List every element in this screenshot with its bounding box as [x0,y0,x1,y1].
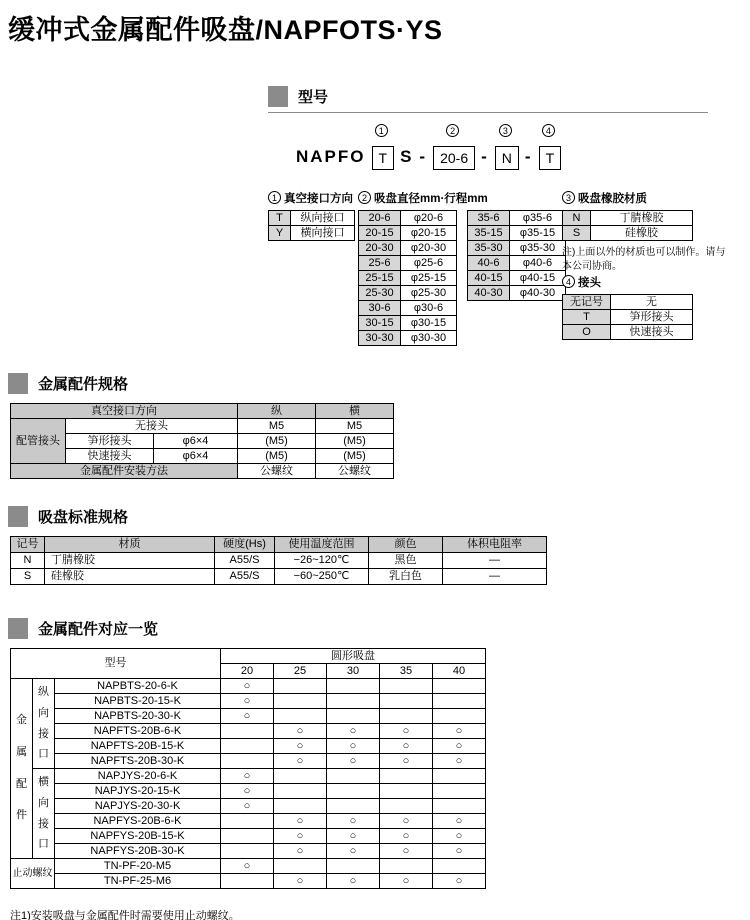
symbol-cell: S [11,569,45,585]
mark-cell: ○ [221,694,274,709]
table-row [563,310,693,325]
table-row [359,256,457,271]
mark-cell [433,859,486,874]
mark-cell: ○ [274,874,327,889]
header-cell: 配管接头 [11,419,66,464]
resistivity-cell: — [443,569,547,585]
model-fitting-segment [539,122,562,170]
model-cell: NAPFTS-20B-30-K [55,754,221,769]
mark-cell: ○ [380,829,433,844]
model-cell: NAPJYS-20-6-K [55,769,221,784]
header-cell: 记号 [11,537,45,553]
table-row [359,211,457,226]
legend-title [268,190,355,206]
legend-title [358,190,566,206]
header-cell: 使用温度范围 [275,537,369,553]
label-cell: 笋形接头 [611,310,693,325]
model-dash: - [419,147,428,166]
table-row [11,754,486,769]
mark-cell: ○ [433,724,486,739]
rubber-material-table [562,210,693,241]
mark-cell: ○ [380,874,433,889]
legend-rubber-material [562,190,734,340]
size-header-cell: 20 [221,664,274,679]
legend-title-text: 吸盘直径mm·行程mm [374,193,488,205]
mark-cell: ○ [327,739,380,754]
color-cell: 黑色 [369,553,443,569]
table-row [11,784,486,799]
label-cell: φ25-15 [401,271,457,286]
table-row [11,419,394,434]
table-row [468,226,566,241]
model-cell: NAPBTS-20-15-K [55,694,221,709]
table-row [11,709,486,724]
table-row [11,679,486,694]
model-cell: NAPBTS-20-30-K [55,709,221,724]
pad-section-header [8,506,128,527]
mark-cell: ○ [327,844,380,859]
model-cell: NAPFYS-20B-6-K [55,814,221,829]
mark-cell: ○ [274,754,327,769]
group-lock-screw-cell: 止动螺纹 [11,859,55,889]
legend-port-direction [268,190,355,241]
table-row [269,226,355,241]
table-row [11,814,486,829]
label-cell: φ30-15 [401,316,457,331]
header-cell: 颜色 [369,537,443,553]
code-cell: 20-30 [359,241,401,256]
mark-cell: ○ [221,859,274,874]
list-section-title: 金属配件对应一览 [38,621,159,638]
mark-cell [380,769,433,784]
model-prefix-segment [296,123,366,170]
table-row [468,271,566,286]
header-cell: 真空接口方向 [11,404,238,419]
model-dash-segment [481,123,489,170]
legend-title-text: 接头 [578,277,601,289]
label-cell: 快速接头 [611,325,693,340]
value-cell: φ6×4 [154,449,238,464]
mark-cell: ○ [274,814,327,829]
header-cell: 硬度(Hs) [215,537,275,553]
pad-section-title: 吸盘标准规格 [38,509,129,526]
mark-cell [274,679,327,694]
table-row [563,226,693,241]
table-row [11,694,486,709]
table-row [359,331,457,346]
value-cell: (M5) [316,434,394,449]
header-cell: 材质 [45,537,215,553]
label-cell: 无 [611,295,693,310]
label-cell: 硅橡胶 [591,226,693,241]
table-header-row [11,537,547,553]
model-cell: TN-PF-25-M6 [55,874,221,889]
model-cell: NAPFTS-20B-15-K [55,739,221,754]
color-cell: 乳白色 [369,569,443,585]
mark-cell: ○ [274,724,327,739]
mark-cell: ○ [221,679,274,694]
mark-cell: ○ [221,709,274,724]
temperature-cell: −26~120℃ [275,553,369,569]
mark-cell [380,694,433,709]
mark-cell [327,679,380,694]
code-cell: 20-15 [359,226,401,241]
table-row [11,874,486,889]
table-row [468,286,566,301]
model-prefix: NAPFO [296,147,366,166]
label-cell: 无接头 [66,419,238,434]
label-cell: φ30-6 [401,301,457,316]
size-header-cell: 25 [274,664,327,679]
label-cell: φ40-6 [510,256,566,271]
label-cell: φ40-15 [510,271,566,286]
table-row [563,211,693,226]
mark-cell [380,709,433,724]
label-cell: 纵向接口 [291,211,355,226]
model-box-diameter: 20-6 [433,146,475,170]
table-row [11,859,486,874]
mark-cell [221,754,274,769]
metal-fitting-spec-table [10,403,394,479]
code-cell: 25-6 [359,256,401,271]
header-cell: 纵 [238,404,316,419]
mark-cell [327,769,380,784]
table-row [11,449,394,464]
value-cell: (M5) [316,449,394,464]
mark-cell [221,829,274,844]
mark-cell [433,784,486,799]
symbol-cell: N [11,553,45,569]
section-marker-icon [8,506,28,527]
temperature-cell: −60~250℃ [275,569,369,585]
value-cell: 公螺纹 [238,464,316,479]
diameter-table-left [358,210,457,346]
size-header-cell: 40 [433,664,486,679]
fitting-list-table [10,648,486,889]
mark-cell [274,694,327,709]
model-cell: NAPFTS-20B-6-K [55,724,221,739]
group-header-cell: 圆形吸盘 [221,649,486,664]
label-cell: 丁腈橡胶 [591,211,693,226]
mark-cell: ○ [327,874,380,889]
label-cell: 横向接口 [291,226,355,241]
mark-cell [433,769,486,784]
table-row [563,325,693,340]
table-row [11,739,486,754]
table-row [468,211,566,226]
table-row [11,553,547,569]
callout-3-icon: 3 [499,124,512,137]
mark-cell: ○ [433,874,486,889]
mark-cell: ○ [327,724,380,739]
mark-cell [221,874,274,889]
legend-title [562,274,734,290]
rubber-note: 注)上面以外的材质也可以制作。请与本公司协商。 [562,247,726,272]
model-cell: NAPBTS-20-6-K [55,679,221,694]
model-diameter-segment [433,122,475,170]
code-cell: 40-15 [468,271,510,286]
mark-cell: ○ [221,799,274,814]
code-cell: 30-30 [359,331,401,346]
group-horizontal-port-label: 横向接口 [38,775,49,851]
table-row [359,226,457,241]
diameter-table-right [467,210,566,301]
size-header-cell: 30 [327,664,380,679]
value-cell: (M5) [238,449,316,464]
table-row [468,241,566,256]
list-section-header [8,618,158,639]
spec-section-title: 金属配件规格 [38,376,129,393]
mark-cell [327,784,380,799]
callout-1-icon: 1 [268,191,281,204]
code-cell: 20-6 [359,211,401,226]
mark-cell [274,784,327,799]
mark-cell [274,859,327,874]
mark-cell: ○ [433,739,486,754]
group-metal-fitting-label: 金属配件 [16,713,27,822]
material-cell: 丁腈橡胶 [45,553,215,569]
table-row [359,271,457,286]
model-box-rubber: N [495,146,519,170]
mark-cell [327,694,380,709]
table-row [11,799,486,814]
legend-title [562,190,734,206]
code-cell: 40-30 [468,286,510,301]
mark-cell: ○ [221,769,274,784]
hardness-cell: A55/S [215,553,275,569]
legend-diameter [358,190,566,346]
code-cell: 25-15 [359,271,401,286]
mark-cell [380,784,433,799]
group-metal-fitting-cell [11,679,33,859]
mark-cell [274,799,327,814]
port-direction-table [268,210,355,241]
header-cell: 体积电阻率 [443,537,547,553]
value-cell: (M5) [238,434,316,449]
mark-cell: ○ [380,739,433,754]
section-marker-icon [8,373,28,394]
code-cell: 40-6 [468,256,510,271]
table-row [11,829,486,844]
mark-cell: ○ [433,754,486,769]
model-dash-segment [419,123,427,170]
model-cell: NAPJYS-20-30-K [55,799,221,814]
mark-cell: ○ [274,844,327,859]
code-cell: 无记号 [563,295,611,310]
model-box-port: T [372,146,395,170]
model-suffix-segment [400,123,413,170]
material-cell: 硅橡胶 [45,569,215,585]
table-row [11,724,486,739]
table-row [11,434,394,449]
callout-2-icon: 2 [446,124,459,137]
value-cell: M5 [316,419,394,434]
mark-cell: ○ [327,754,380,769]
mark-cell: ○ [380,814,433,829]
group-horizontal-port-cell [33,769,55,859]
model-header-cell: 型号 [11,649,221,679]
callout-3-icon: 3 [562,191,575,204]
fitting-code-table [562,294,693,340]
mark-cell [327,859,380,874]
label-cell: φ25-6 [401,256,457,271]
mark-cell: ○ [274,739,327,754]
size-header-cell: 35 [380,664,433,679]
mark-cell [327,709,380,724]
code-cell: 25-30 [359,286,401,301]
label-cell: 笋形接头 [66,434,154,449]
table-row [563,295,693,310]
model-section-title: 型号 [298,89,329,106]
pad-spec-table [10,536,547,585]
label-cell: φ40-30 [510,286,566,301]
table-row [11,404,394,419]
mark-cell [380,679,433,694]
header-cell: 金属配件安装方法 [11,464,238,479]
label-cell: 快速接头 [66,449,154,464]
callout-4-icon: 4 [562,275,575,288]
legend-title-text: 吸盘橡胶材质 [578,193,647,205]
mark-cell [274,769,327,784]
code-cell: N [563,211,591,226]
code-cell: T [269,211,291,226]
section-marker-icon [8,618,28,639]
label-cell: φ30-30 [401,331,457,346]
mark-cell [380,799,433,814]
model-cell: NAPFYS-20B-30-K [55,844,221,859]
code-cell: Y [269,226,291,241]
mark-cell: ○ [433,814,486,829]
table-row [359,316,457,331]
mark-cell: ○ [274,829,327,844]
callout-4-icon: 4 [542,124,555,137]
value-cell: φ6×4 [154,434,238,449]
table-row [11,569,547,585]
page-title: 缓冲式金属配件吸盘/NAPFOTS·YS [8,15,443,45]
model-cell: NAPJYS-20-15-K [55,784,221,799]
code-cell: 30-6 [359,301,401,316]
table-row [269,211,355,226]
code-cell: 35-30 [468,241,510,256]
spec-section-header [8,373,128,394]
header-cell: 横 [316,404,394,419]
mark-cell: ○ [221,784,274,799]
mark-cell: ○ [433,844,486,859]
mark-cell [274,709,327,724]
resistivity-cell: — [443,553,547,569]
mark-cell [433,709,486,724]
label-cell: φ25-30 [401,286,457,301]
model-dash: - [524,147,533,166]
table-header-row [11,649,486,664]
callout-2-icon: 2 [358,191,371,204]
code-cell: 30-15 [359,316,401,331]
model-section-header [268,86,708,113]
mark-cell [433,694,486,709]
group-vertical-port-label: 纵向接口 [38,685,49,761]
code-cell: S [563,226,591,241]
mark-cell: ○ [380,754,433,769]
table-row [359,241,457,256]
label-cell: φ20-6 [401,211,457,226]
mark-cell: ○ [433,829,486,844]
model-code-diagram [296,122,561,170]
mark-cell [221,844,274,859]
code-cell: O [563,325,611,340]
label-cell: φ35-6 [510,211,566,226]
table-row [359,286,457,301]
value-cell: M5 [238,419,316,434]
legend-title-text: 真空接口方向 [284,193,353,205]
table-row [11,464,394,479]
mark-cell [221,814,274,829]
model-dash: - [481,147,489,166]
label-cell: φ35-30 [510,241,566,256]
model-box-fitting: T [539,146,562,170]
value-cell: 公螺纹 [316,464,394,479]
model-suffix-s: S [400,147,414,166]
callout-1-icon: 1 [375,124,388,137]
label-cell: φ35-15 [510,226,566,241]
hardness-cell: A55/S [215,569,275,585]
mark-cell [380,859,433,874]
code-cell: T [563,310,611,325]
mark-cell [433,679,486,694]
code-cell: 35-6 [468,211,510,226]
section-marker-icon [268,86,288,107]
model-dash-segment [525,123,533,170]
mark-cell [327,799,380,814]
mark-cell: ○ [380,724,433,739]
page-footnote: 注1)安装吸盘与金属配件时需要使用止动螺纹。 [10,910,240,920]
table-row [11,769,486,784]
model-cell: NAPFYS-20B-15-K [55,829,221,844]
group-vertical-port-cell [33,679,55,769]
mark-cell [433,799,486,814]
label-cell: φ20-30 [401,241,457,256]
table-row [11,844,486,859]
mark-cell [221,739,274,754]
table-row [359,301,457,316]
model-rubber-segment [495,122,519,170]
mark-cell [221,724,274,739]
mark-cell: ○ [380,844,433,859]
label-cell: φ20-15 [401,226,457,241]
mark-cell: ○ [327,814,380,829]
code-cell: 35-15 [468,226,510,241]
model-port-segment [372,122,395,170]
mark-cell: ○ [327,829,380,844]
table-row [468,256,566,271]
model-cell: TN-PF-20-M5 [55,859,221,874]
